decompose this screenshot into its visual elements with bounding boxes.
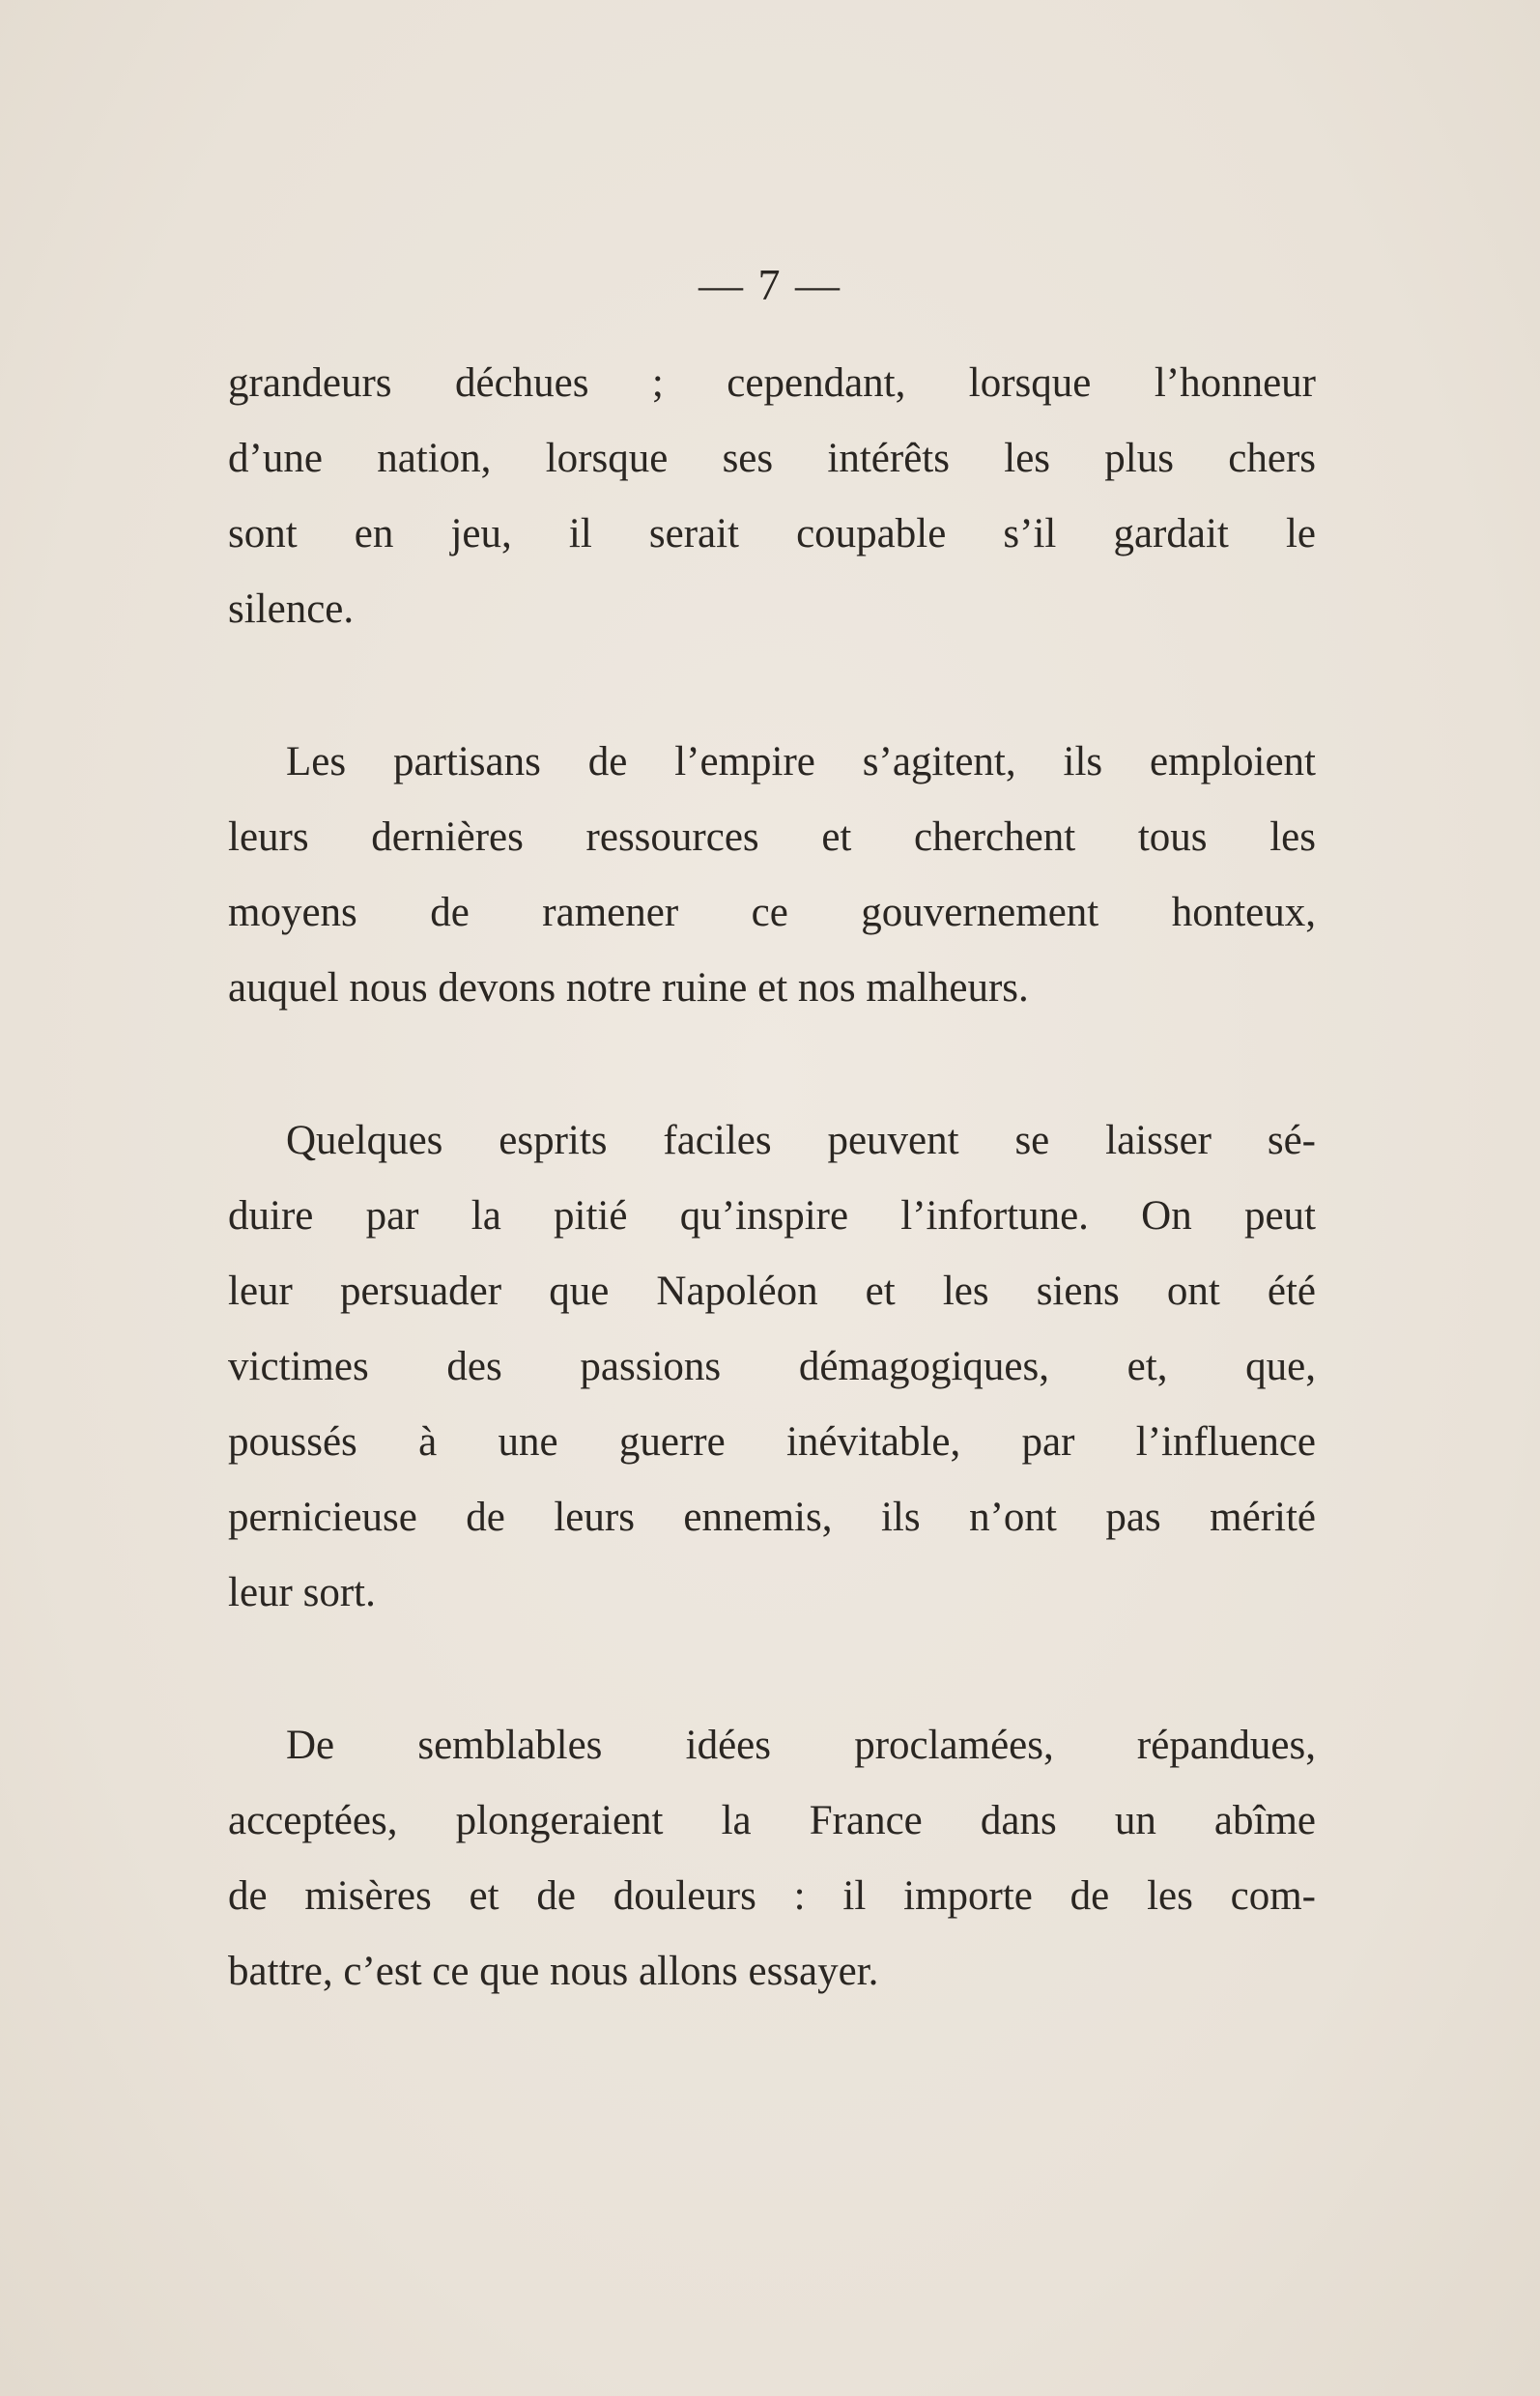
page-number: — 7 — <box>699 260 841 309</box>
text-line: Quelques esprits faciles peuvent se laisser sé- <box>286 1118 1316 1163</box>
text-line: moyens de ramener ce gouvernement honteux, <box>228 890 1316 935</box>
text-line: Les partisans de l’empire s’agitent, ils emploient <box>286 739 1316 784</box>
paragraph-1 <box>228 346 1316 647</box>
paragraph-2 <box>228 725 1316 1026</box>
paragraph-3 <box>228 1103 1316 1631</box>
text-line: de misères et de douleurs : il importe de les com- <box>228 1873 1316 1919</box>
text-line: pernicieuse de leurs ennemis, ils n’ont pas mérité <box>228 1495 1316 1540</box>
text-line: sont en jeu, il serait coupable s’il gardait le <box>228 511 1316 556</box>
text-line: leur sort. <box>228 1570 376 1615</box>
text-line: duire par la pitié qu’inspire l’infortune. On peut <box>228 1193 1316 1239</box>
text-line: silence. <box>228 586 355 632</box>
text-line: De semblables idées proclamées, répandues, <box>286 1723 1316 1768</box>
text-line: victimes des passions démagogiques, et, que, <box>228 1344 1316 1389</box>
text-line: d’une nation, lorsque ses intérêts les plus chers <box>228 436 1316 481</box>
text-line: leur persuader que Napoléon et les siens ont été <box>228 1269 1316 1314</box>
text-line: auquel nous devons notre ruine et nos malheurs. <box>228 965 1029 1011</box>
text-line: grandeurs déchues ; cependant, lorsque l’honneur <box>228 360 1316 406</box>
page-text <box>228 346 1316 2010</box>
paragraph-4 <box>228 1708 1316 2010</box>
text-line: battre, c’est ce que nous allons essayer. <box>228 1949 879 1994</box>
text-line: poussés à une guerre inévitable, par l’influence <box>228 1419 1316 1465</box>
text-line: acceptées, plongeraient la France dans un abîme <box>228 1798 1316 1843</box>
text-line: leurs dernières ressources et cherchent tous les <box>228 814 1316 860</box>
